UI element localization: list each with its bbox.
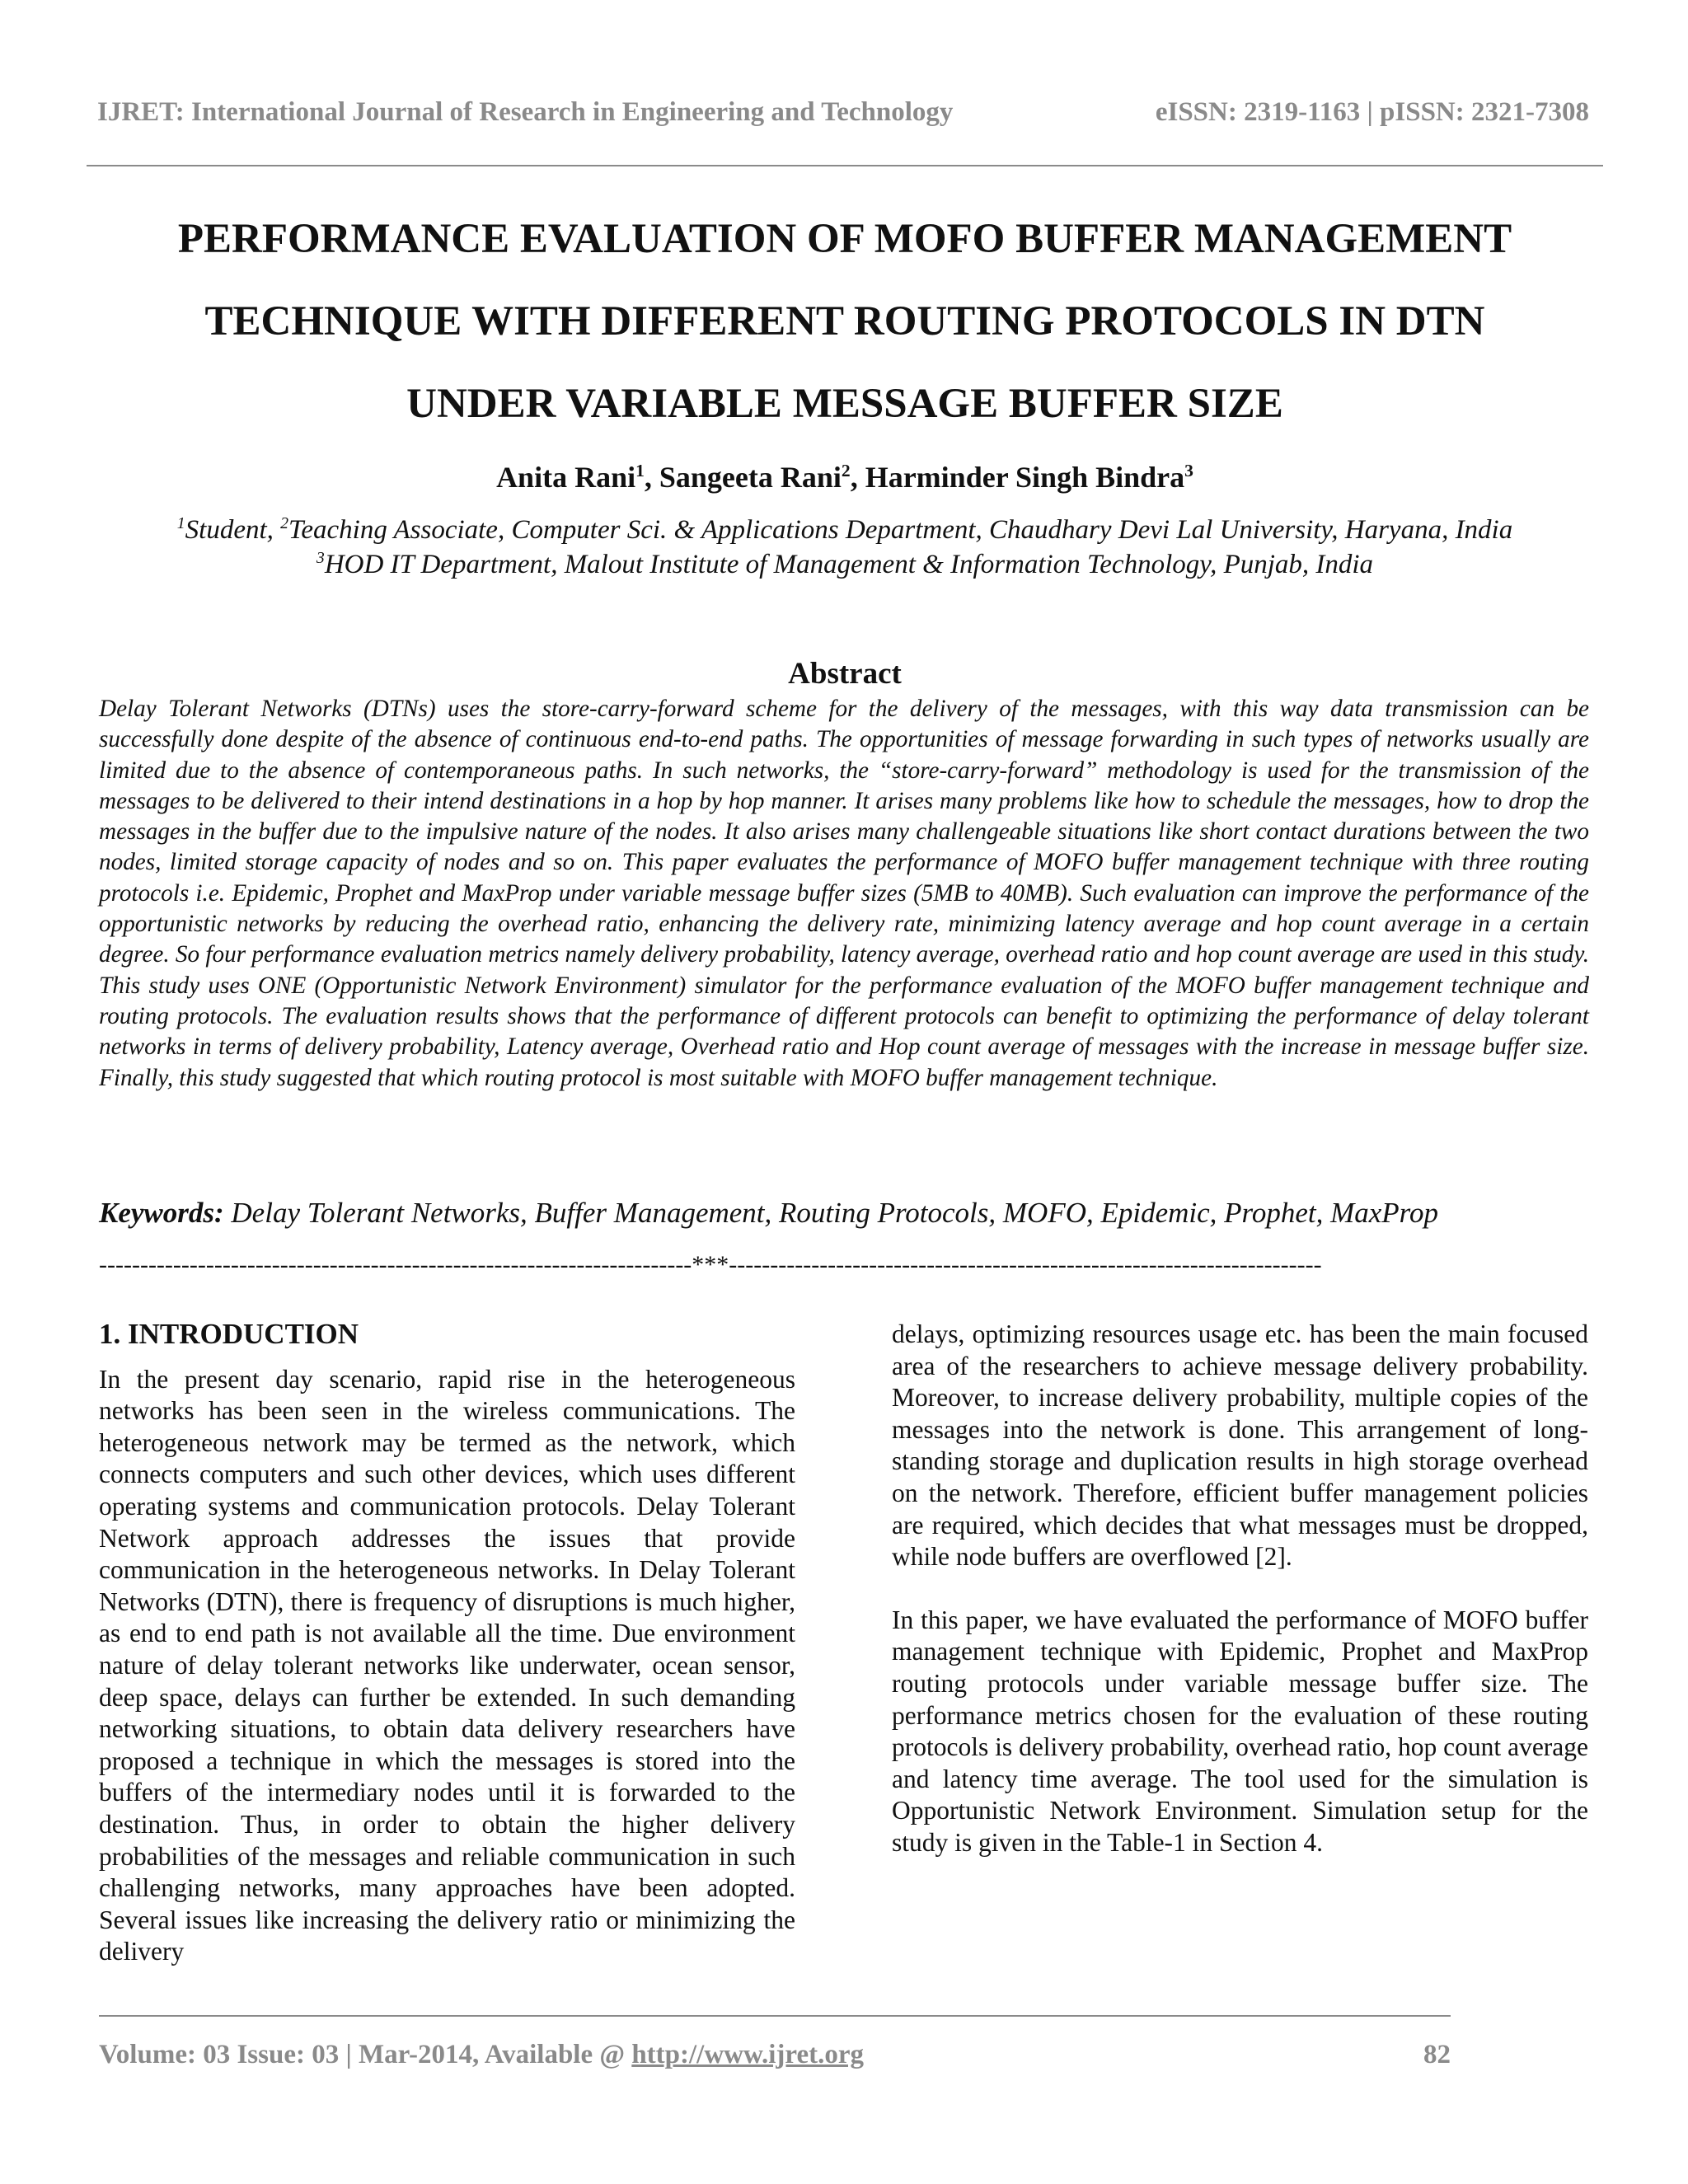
paper-title [91, 198, 1599, 445]
header-rule [87, 165, 1603, 166]
footer-rule [99, 2015, 1451, 2017]
intro-paragraph-2: delays, optimizing resources usage etc. has been the main focused area of the researchers to achieve message delivery probability. Moreover, to increase delivery probability, multiple copies of the messages into the network is done. This arrangement of long-standing storage and duplication results in high storage overhead on the network. Therefore, efficient buffer management policies are required, which decides that what messages must be dropped, while node buffers are overflowed [2]. [892, 1319, 1588, 1572]
footer-volume [99, 2040, 864, 2070]
abstract-body: Delay Tolerant Networks (DTNs) uses the store-carry-forward scheme for the delivery of the messages, with this way data transmission can be successfully done despite of the absence of continuous end-to-end paths. The opportunities of message forwarding in such types of networks usually are limited due to the absence of contemporaneous paths. In such networks, the “store-carry-forward” methodology is used for the transmission of the messages to be delivered to their intend destinations in a hop by hop manner. It arises many problems like how to schedule the messages, how to drop the messages in the buffer due to the impulsive nature of the nodes. It also arises many challengeable situations like short contact durations between the two nodes, limited storage capacity of nodes and so on. This paper evaluates the performance of MOFO buffer management technique with three routing protocols i.e. Epidemic, Prophet and MaxProp under variable message buffer sizes (5MB to 40MB). Such evaluation can improve the performance of the opportunistic networks by reducing the overhead ratio, enhancing the delivery rate, minimizing latency average and hop count average in a certain degree. So four performance evaluation metrics namely delivery probability, latency average, overhead ratio and hop count average are used in this study. This study uses ONE (Opportunistic Network Environment) simulator for the performance evaluation of the MOFO buffer management technique and routing protocols. The evaluation results shows that the performance of different protocols can benefit to optimizing the performance of delay tolerant networks in terms of delivery probability, Latency average, Overhead ratio and Hop count average of messages with the increase in message buffer size. Finally, this study suggested that which routing protocol is most suitable with MOFO buffer management technique. [99, 696, 1589, 1091]
affiliations [107, 513, 1582, 582]
author-2-sup: 2 [841, 461, 851, 480]
affil-sup-2: 2 [280, 514, 289, 532]
author-3: Harminder Singh Bindra [865, 461, 1185, 494]
page-number: 82 [1423, 2040, 1451, 2069]
intro-paragraph-1: In the present day scenario, rapid rise in the heterogeneous networks has been seen in the wireless communications. The heterogeneous network may be termed as the network, which connects computers and such other devices, which uses different operating systems and communication protocols. Delay Tolerant Network approach addresses the issues that provide communication in the heterogeneous networks. In Delay Tolerant Networks (DTN), there is frequency of disruptions is much higher, as end to end path is not available all the time. Due environment nature of delay tolerant networks like underwater, ocean sensor, deep space, delays can further be extended. In such demanding networking situations, to obtain data delivery researchers have proposed a technique in which the messages is stored into the buffers of the intermediary nodes until it is forwarded to the destination. Thus, in order to obtain the higher delivery probabilities of the messages and reliable communication in such challenging networks, many approaches have been adopted. Several issues like increasing the delivery ratio or minimizing the delivery [99, 1364, 795, 1966]
section-divider: ------------------------------------------------------------------------***------------------------------------------------------------------------ [99, 1251, 1322, 1278]
title-line-1: PERFORMANCE EVALUATION OF MOFO BUFFER MANAGEMENT [177, 216, 1512, 262]
author-2: Sangeeta Rani [659, 461, 842, 494]
running-header [97, 97, 1589, 128]
keywords [99, 1197, 1589, 1230]
author-1-sup: 1 [635, 461, 645, 480]
left-column [99, 1319, 795, 1968]
journal-link[interactable]: http://www.ijret.org [631, 2040, 864, 2069]
title-line-3: UNDER VARIABLE MESSAGE BUFFER SIZE [406, 381, 1283, 427]
author-3-sup: 3 [1184, 461, 1193, 480]
affiliation-1 [107, 513, 1582, 547]
running-footer [99, 2040, 1451, 2070]
author-1: Anita Rani [496, 461, 636, 494]
keywords-label: Keywords: [99, 1197, 224, 1229]
affil-sup-1: 1 [176, 514, 185, 532]
author-sep-2: , [850, 461, 865, 494]
right-column [892, 1319, 1588, 1859]
author-sep-1: , [644, 461, 659, 494]
intro-paragraph-3: In this paper, we have evaluated the performance of MOFO buffer management technique with Epidemic, Prophet and MaxProp routing protocols under variable message buffer size. The performance metrics chosen for the evaluation of these routing protocols is delivery probability, overhead ratio, hop count average and latency time average. The tool used for the simulation is Opportunistic Network Environment. Simulation setup for the study is given in the Table-1 in Section 4. [892, 1605, 1588, 1857]
introduction-heading: 1. INTRODUCTION [99, 1318, 359, 1350]
affil-line-1: Teaching Associate, Computer Sci. & Applications Department, Chaudhary Devi Lal University, Haryana, India [288, 515, 1513, 545]
keywords-text: Delay Tolerant Networks, Buffer Management, Routing Protocols, MOFO, Epidemic, Prophet, MaxProp [223, 1197, 1439, 1229]
affil-line-2: HOD IT Department, Malout Institute of Management & Information Technology, Punjab, India [324, 550, 1374, 579]
footer-volume-text: Volume: 03 Issue: 03 | Mar-2014, Available @ [99, 2040, 632, 2069]
title-line-2: TECHNIQUE WITH DIFFERENT ROUTING PROTOCOLS IN DTN [204, 298, 1485, 344]
affil-sup-3: 3 [316, 549, 325, 567]
journal-name: IJRET: International Journal of Research in Engineering and Technology [97, 97, 954, 127]
abstract-heading: Abstract [788, 657, 902, 691]
affil-role-1: Student, [185, 515, 281, 545]
authors [91, 460, 1599, 494]
affiliation-2 [107, 547, 1582, 582]
issn: eISSN: 2319-1163 | pISSN: 2321-7308 [1155, 97, 1589, 127]
